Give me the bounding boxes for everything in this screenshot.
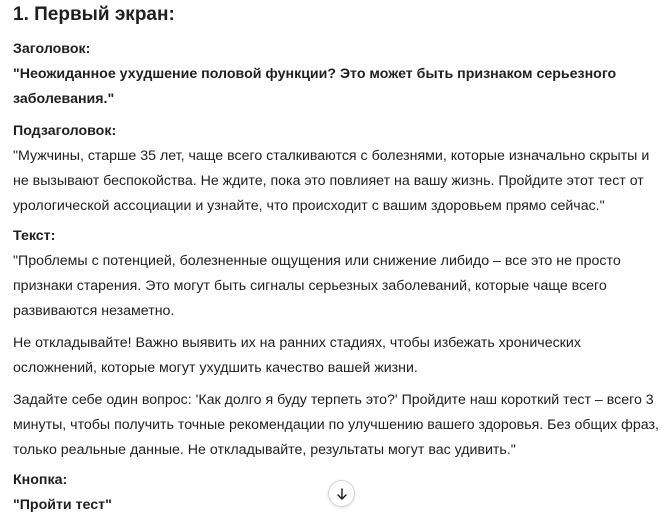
scroll-down-button[interactable]	[328, 480, 355, 507]
body-text-label: Текст:	[13, 228, 56, 244]
body-paragraph: Задайте себе один вопрос: 'Как долго я буду терпеть это?' Пройдите наш короткий тест – всего 3 минуты, чтобы получить точные рекомендации по улучшению вашего здоровья. Без общих фраз, только реальные данные. Не откладывайте, результаты могут вас удивить."	[13, 392, 659, 458]
section-title: 1. Первый экран:	[13, 4, 175, 25]
button-label: Кнопка:	[13, 472, 68, 488]
heading-label: Заголовок:	[13, 41, 91, 57]
button-text: "Пройти тест"	[13, 497, 112, 513]
body-paragraph: "Проблемы с потенцией, болезненные ощущения или снижение либидо – все это не просто признаки старения. Это могут быть сигналы серьезных заболеваний, которые чаще всего развиваются незаметно.	[13, 253, 621, 319]
subheading-label: Подзаголовок:	[13, 123, 117, 139]
heading-block	[13, 39, 663, 112]
subheading-text: "Мужчины, старше 35 лет, чаще всего сталкиваются с болезнями, которые изначально скрыты и не вызывают беспокойства. Не ждите, пока это повлияет на вашу жизнь. Пройдите этот тест от урологической ассоциации и узнайте, что происходит с вашим здоровьем прямо сейчас."	[13, 148, 650, 214]
heading-text: "Неожиданное ухудшение половой функции? Это может быть признаком серьезного заболевания."	[13, 66, 617, 107]
body-text-block	[13, 226, 663, 463]
subheading-block	[13, 121, 663, 219]
body-paragraph: Не откладывайте! Важно выявить их на ранних стадиях, чтобы избежать хронических осложнений, которые могут ухудшить качество вашей жизни.	[13, 335, 581, 376]
arrow-down-icon	[335, 487, 349, 501]
document-content	[13, 0, 663, 518]
